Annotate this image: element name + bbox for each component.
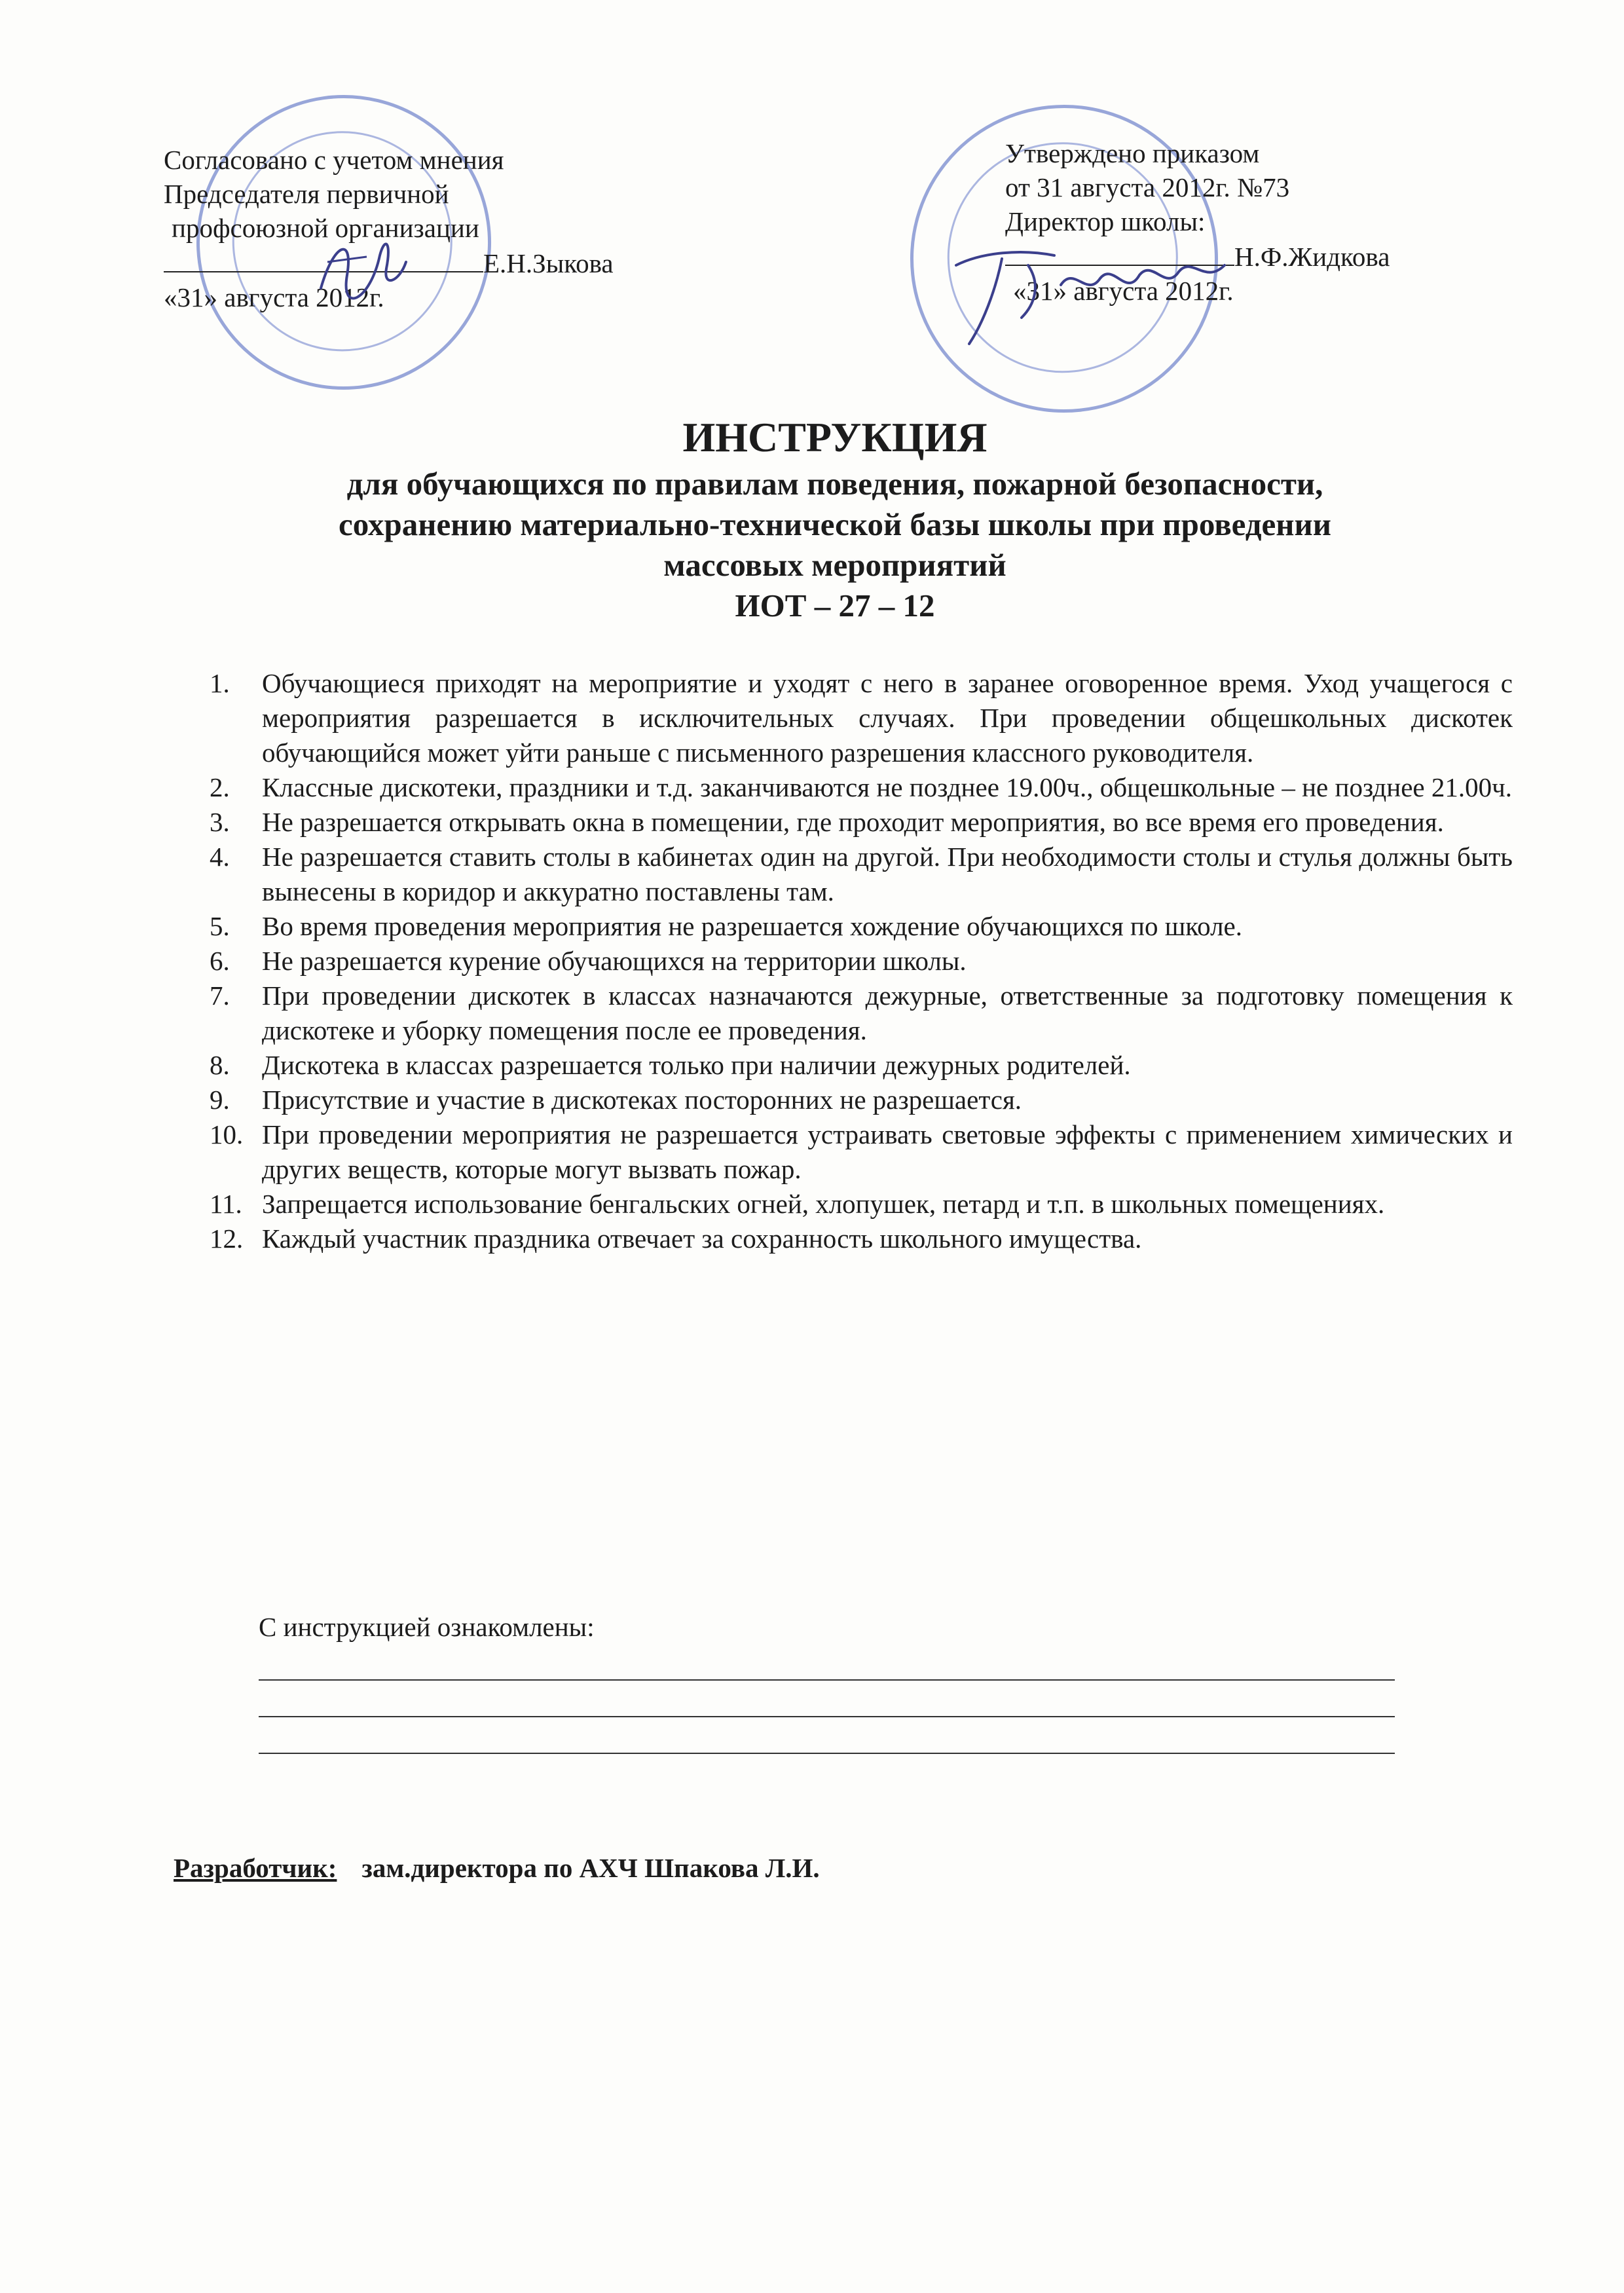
list-item-number: 6.: [210, 946, 230, 976]
list-item-text: Запрещается использование бенгальских огней, хлопушек, петард и т.п. в школьных помещениях.: [262, 1189, 1385, 1219]
left-line-2: Председателя первичной: [164, 179, 449, 209]
list-item-number: 12.: [210, 1223, 244, 1254]
list-item-number: 1.: [210, 668, 230, 698]
list-item-text: Каждый участник праздника отвечает за сохранность школьного имущества.: [262, 1223, 1142, 1254]
acknowledgement-line-3: [259, 1717, 1395, 1754]
left-signature-icon: [308, 216, 419, 314]
list-item: [210, 1187, 1513, 1221]
rules-list: [210, 666, 1513, 1256]
list-item-text: Присутствие и участие в дискотеках посторонних не разрешается.: [262, 1085, 1022, 1115]
list-item-text: Дискотека в классах разрешается только при наличии дежурных родителей.: [262, 1050, 1131, 1080]
acknowledgement-line-1: [259, 1644, 1395, 1681]
list-item: [210, 1117, 1513, 1187]
list-item-text: Не разрешается открывать окна в помещении, где проходит мероприятия, во все время его проведения.: [262, 807, 1444, 837]
list-item-number: 2.: [210, 772, 230, 802]
list-item-text: Не разрешается курение обучающихся на территории школы.: [262, 946, 967, 976]
list-item: [210, 1048, 1513, 1083]
title-sub-3: массовых мероприятий: [663, 547, 1006, 583]
acknowledgement-line-2: [259, 1681, 1395, 1717]
title-sub-1: для обучающихся по правилам поведения, пожарной безопасности,: [346, 466, 1323, 502]
right-signature-icon: [943, 226, 1244, 357]
list-item-number: 9.: [210, 1085, 230, 1115]
right-date: «31» августа 2012г.: [1013, 276, 1234, 306]
left-signer: Е.Н.Зыкова: [483, 248, 614, 278]
list-item: [210, 840, 1513, 909]
list-item: [210, 979, 1513, 1048]
list-item-number: 10.: [210, 1119, 244, 1149]
list-item-number: 5.: [210, 911, 230, 941]
acknowledgement-label: С инструкцией ознакомлены:: [259, 1612, 595, 1642]
list-item-number: 3.: [210, 807, 230, 837]
list-item-number: 7.: [210, 980, 230, 1011]
list-item-text: Обучающиеся приходят на мероприятие и уходят с него в заранее оговоренное время. Уход учащегося с мероприятия разрешается в исключительных случаях. При проведении общешкольных дискотек обучающийся может уйти раньше с письменного разрешения классного руководителя.: [262, 668, 1513, 768]
list-item: [210, 944, 1513, 979]
list-item-number: 11.: [210, 1189, 242, 1219]
developer-label: Разработчик:: [174, 1853, 337, 1883]
list-item: [210, 770, 1513, 805]
right-line-2: от 31 августа 2012г. №73: [1005, 172, 1290, 202]
acknowledgement-block: [259, 1610, 1395, 1754]
right-line-1: Утверждено приказом: [1005, 138, 1260, 168]
list-item-number: 8.: [210, 1050, 230, 1080]
list-item-number: 4.: [210, 842, 230, 872]
list-item: [210, 1221, 1513, 1256]
developer-line: [174, 1851, 820, 1885]
list-item: [210, 909, 1513, 944]
list-item: [210, 666, 1513, 770]
list-item-text: При проведении мероприятия не разрешается устраивать световые эффекты с применением химических и других веществ, которые могут вызвать пожар.: [262, 1119, 1513, 1184]
right-signer: Н.Ф.Жидкова: [1234, 242, 1390, 272]
list-item-text: Классные дискотеки, праздники и т.д. заканчиваются не позднее 19.00ч., общешкольные – не позднее 21.00ч.: [262, 772, 1512, 802]
document-title: [164, 411, 1506, 626]
developer-value: зам.директора по АХЧ Шпакова Л.И.: [361, 1853, 820, 1883]
list-item-text: При проведении дискотек в классах назначаются дежурные, ответственные за подготовку помещения к дискотеке и уборку помещения после ее проведения.: [262, 980, 1513, 1045]
left-line-3: профсоюзной организации: [172, 213, 479, 243]
list-item: [210, 1083, 1513, 1117]
list-item-text: Не разрешается ставить столы в кабинетах один на другой. При необходимости столы и стулья должны быть вынесены в коридор и аккуратно поставлены там.: [262, 842, 1513, 906]
title-main: ИНСТРУКЦИЯ: [682, 414, 987, 460]
left-line-1: Согласовано с учетом мнения: [164, 145, 504, 175]
title-code: ИОТ – 27 – 12: [735, 587, 935, 624]
title-sub-2: сохранению материально-технической базы школы при проведении: [338, 506, 1331, 542]
left-date: «31» августа 2012г.: [164, 282, 384, 312]
right-line-3: Директор школы:: [1005, 206, 1206, 236]
list-item-text: Во время проведения мероприятия не разрешается хождение обучающихся по школе.: [262, 911, 1242, 941]
list-item: [210, 805, 1513, 840]
